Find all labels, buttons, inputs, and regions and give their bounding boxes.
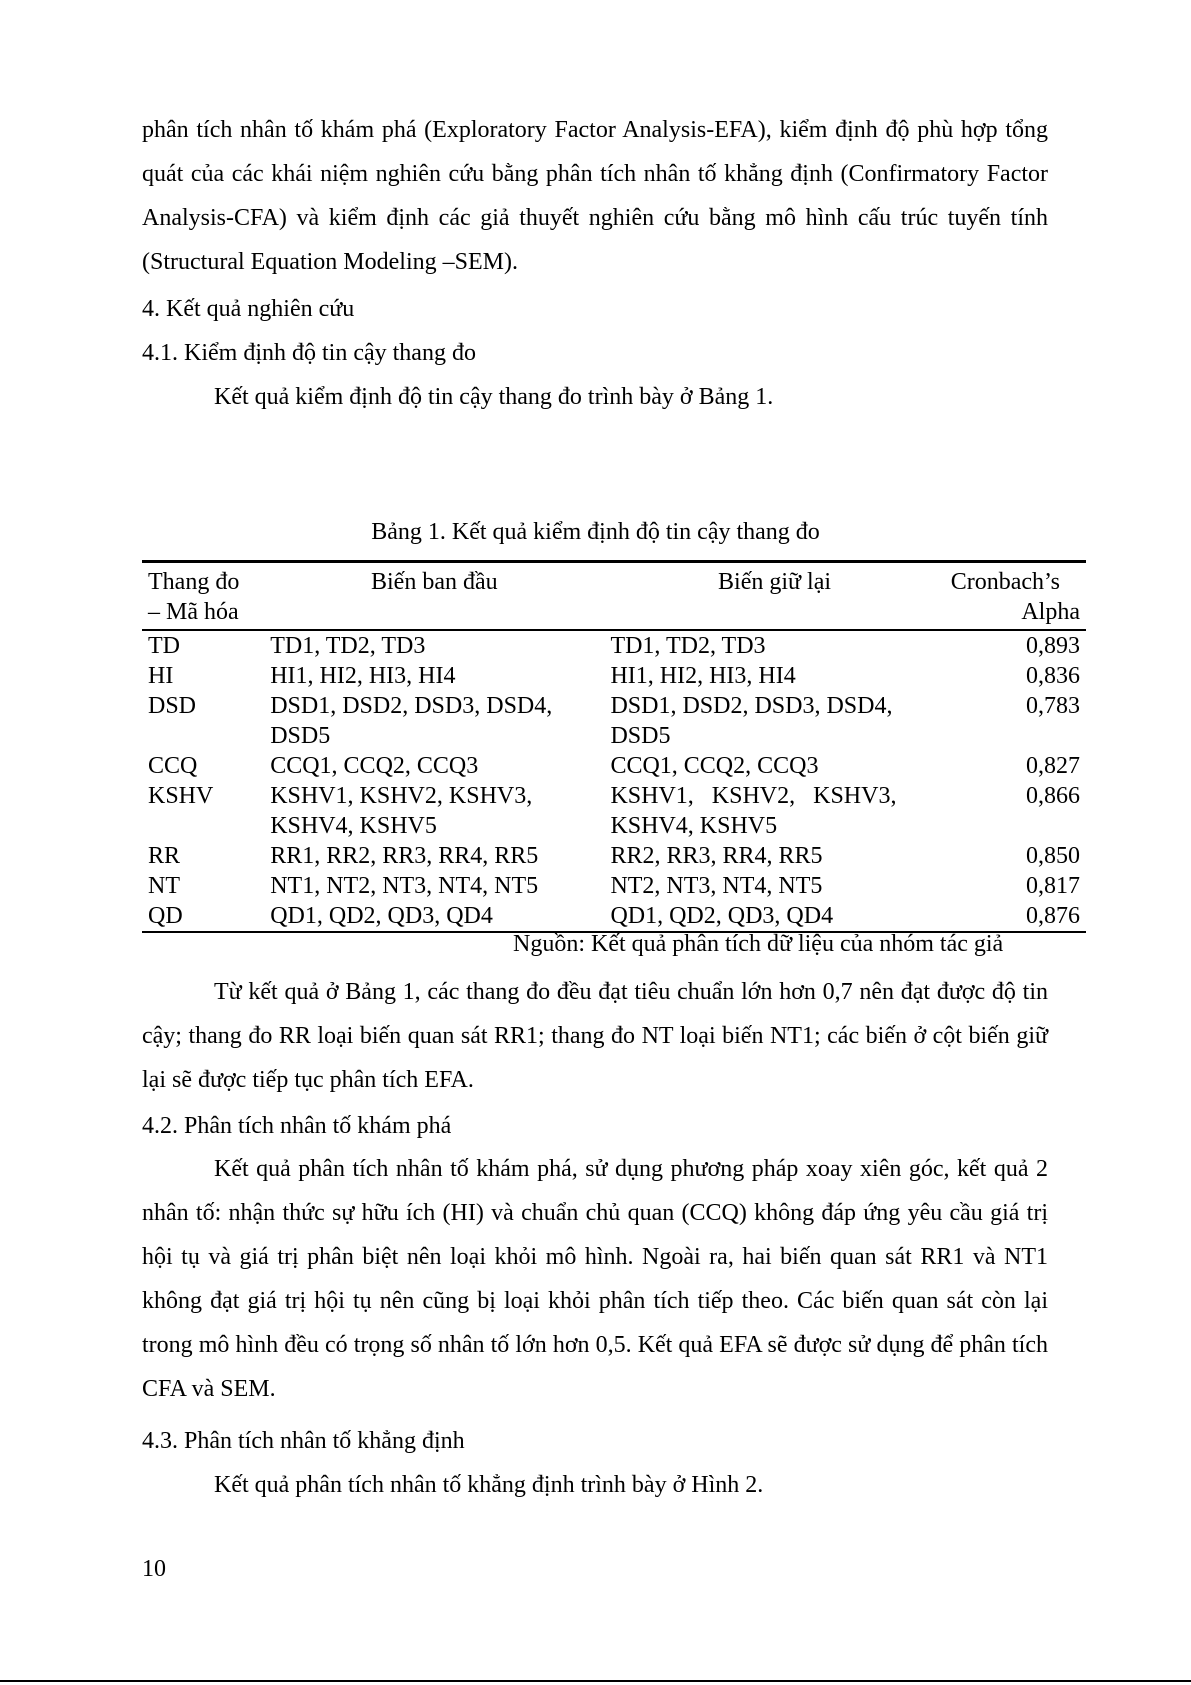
cell-alpha: 0,893 xyxy=(1026,633,1080,659)
cell-alpha: 0,836 xyxy=(1026,663,1080,689)
heading-section-4-3: 4.3. Phân tích nhân tố khẳng định xyxy=(142,1428,465,1454)
cell-initial: RR1, RR2, RR3, RR4, RR5 xyxy=(270,843,539,869)
paragraph-after-table: Từ kết quả ở Bảng 1, các thang đo đều đạt tiêu chuẩn lớn hơn 0,7 nên đạt được độ tin cậy; thang đo RR loại biến quan sát RR1; thang đo NT loại biến NT1; các biến ở cột biến giữ lại sẽ được tiếp tục phân tích EFA. xyxy=(142,979,1048,1093)
cell-retained: NT2, NT3, NT4, NT5 xyxy=(610,873,823,899)
cell-initial: CCQ1, CCQ2, CCQ3 xyxy=(270,753,479,779)
table-row xyxy=(142,901,1086,932)
header-cronbach-alpha xyxy=(945,562,1086,631)
header-scale-code-line1: Thang đo xyxy=(148,569,240,595)
header-scale-code-line2: – Mã hóa xyxy=(148,599,239,625)
cell-code: HI xyxy=(148,663,174,689)
cell-code: CCQ xyxy=(148,753,198,779)
cell-code: KSHV xyxy=(148,783,214,809)
heading-section-4-2: 4.2. Phân tích nhân tố khám phá xyxy=(142,1113,452,1139)
cell-initial: TD1, TD2, TD3 xyxy=(270,633,426,659)
table-row xyxy=(142,781,1086,841)
cell-code: RR xyxy=(148,843,181,869)
table-row xyxy=(142,691,1086,751)
cell-retained: RR2, RR3, RR4, RR5 xyxy=(610,843,823,869)
paragraph-4-2: Kết quả phân tích nhân tố khám phá, sử dụng phương pháp xoay xiên góc, kết quả 2 nhân tố: nhận thức sự hữu ích (HI) và chuẩn chủ quan (CCQ) không đáp ứng yêu cầu giá trị hội tụ và giá trị phân biệt nên loại khỏi mô hình. Ngoài ra, hai biến quan sát RR1 và NT1 không đạt giá trị hội tụ nên cũng bị loại khỏi phân tích tiếp theo. Các biến quan sát còn lại trong mô hình đều có trọng số nhân tố lớn hơn 0,5. Kết quả EFA sẽ được sử dụng để phân tích CFA và SEM. xyxy=(142,1156,1048,1402)
cell-code: NT xyxy=(148,873,180,899)
cell-initial: HI1, HI2, HI3, HI4 xyxy=(270,663,456,689)
cell-code: QD xyxy=(148,903,183,929)
paragraph-intro: phân tích nhân tố khám phá (Exploratory Factor Analysis-EFA), kiểm định độ phù hợp tổng quát của các khái niệm nghiên cứu bằng phân tích nhân tố khẳng định (Confirmatory Factor Analysis-CFA) và kiểm định các giả thuyết nghiên cứu bằng mô hình cấu trúc tuyến tính (Structural Equation Modeling –SEM). xyxy=(142,117,1048,275)
cell-retained: DSD1, DSD2, DSD3, DSD4, DSD5 xyxy=(610,693,893,749)
paragraph-4-1: Kết quả kiểm định độ tin cậy thang đo trình bày ở Bảng 1. xyxy=(214,384,774,410)
cell-initial: DSD1, DSD2, DSD3, DSD4, DSD5 xyxy=(270,693,553,749)
heading-section-4: 4. Kết quả nghiên cứu xyxy=(142,296,355,322)
table-row xyxy=(142,841,1086,871)
cell-alpha: 0,817 xyxy=(1026,873,1080,899)
cell-code: DSD xyxy=(148,693,197,719)
cell-initial: QD1, QD2, QD3, QD4 xyxy=(270,903,493,929)
paragraph-4-3: Kết quả phân tích nhân tố khẳng định trình bày ở Hình 2. xyxy=(214,1472,764,1498)
cell-retained: CCQ1, CCQ2, CCQ3 xyxy=(610,753,819,779)
cell-code: TD xyxy=(148,633,180,659)
cell-alpha: 0,783 xyxy=(1026,693,1080,719)
header-scale-code xyxy=(142,562,264,631)
header-initial-variables: Biến ban đầu xyxy=(264,562,604,631)
table-header-row xyxy=(142,562,1086,631)
table-source-note: Nguồn: Kết quả phân tích dữ liệu của nhóm tác giả xyxy=(513,931,1004,957)
cell-alpha: 0,866 xyxy=(1026,783,1080,809)
header-retained-variables: Biến giữ lại xyxy=(604,562,944,631)
table-row xyxy=(142,630,1086,661)
table-caption: Bảng 1. Kết quả kiểm định độ tin cậy thang đo xyxy=(371,519,820,545)
cell-alpha: 0,850 xyxy=(1026,843,1080,869)
cell-alpha: 0,827 xyxy=(1026,753,1080,779)
table-row xyxy=(142,661,1086,691)
cell-retained: QD1, QD2, QD3, QD4 xyxy=(610,903,834,929)
cell-initial: NT1, NT2, NT3, NT4, NT5 xyxy=(270,873,539,899)
bottom-divider xyxy=(0,1680,1191,1682)
header-cronbach-line2: Alpha xyxy=(1021,599,1080,625)
header-cronbach-line1: Cronbach’s xyxy=(950,569,1060,595)
cell-initial: KSHV1, KSHV2, KSHV3, KSHV4, KSHV5 xyxy=(270,783,533,839)
cell-retained: HI1, HI2, HI3, HI4 xyxy=(610,663,796,689)
page-number: 10 xyxy=(142,1556,166,1582)
cell-retained: KSHV1, KSHV2, KSHV3, KSHV4, KSHV5 xyxy=(610,783,903,839)
table-row xyxy=(142,871,1086,901)
heading-section-4-1: 4.1. Kiểm định độ tin cậy thang đo xyxy=(142,340,476,366)
cell-retained: TD1, TD2, TD3 xyxy=(610,633,766,659)
table-row xyxy=(142,751,1086,781)
reliability-table xyxy=(142,560,1086,933)
cell-alpha: 0,876 xyxy=(1026,903,1080,929)
